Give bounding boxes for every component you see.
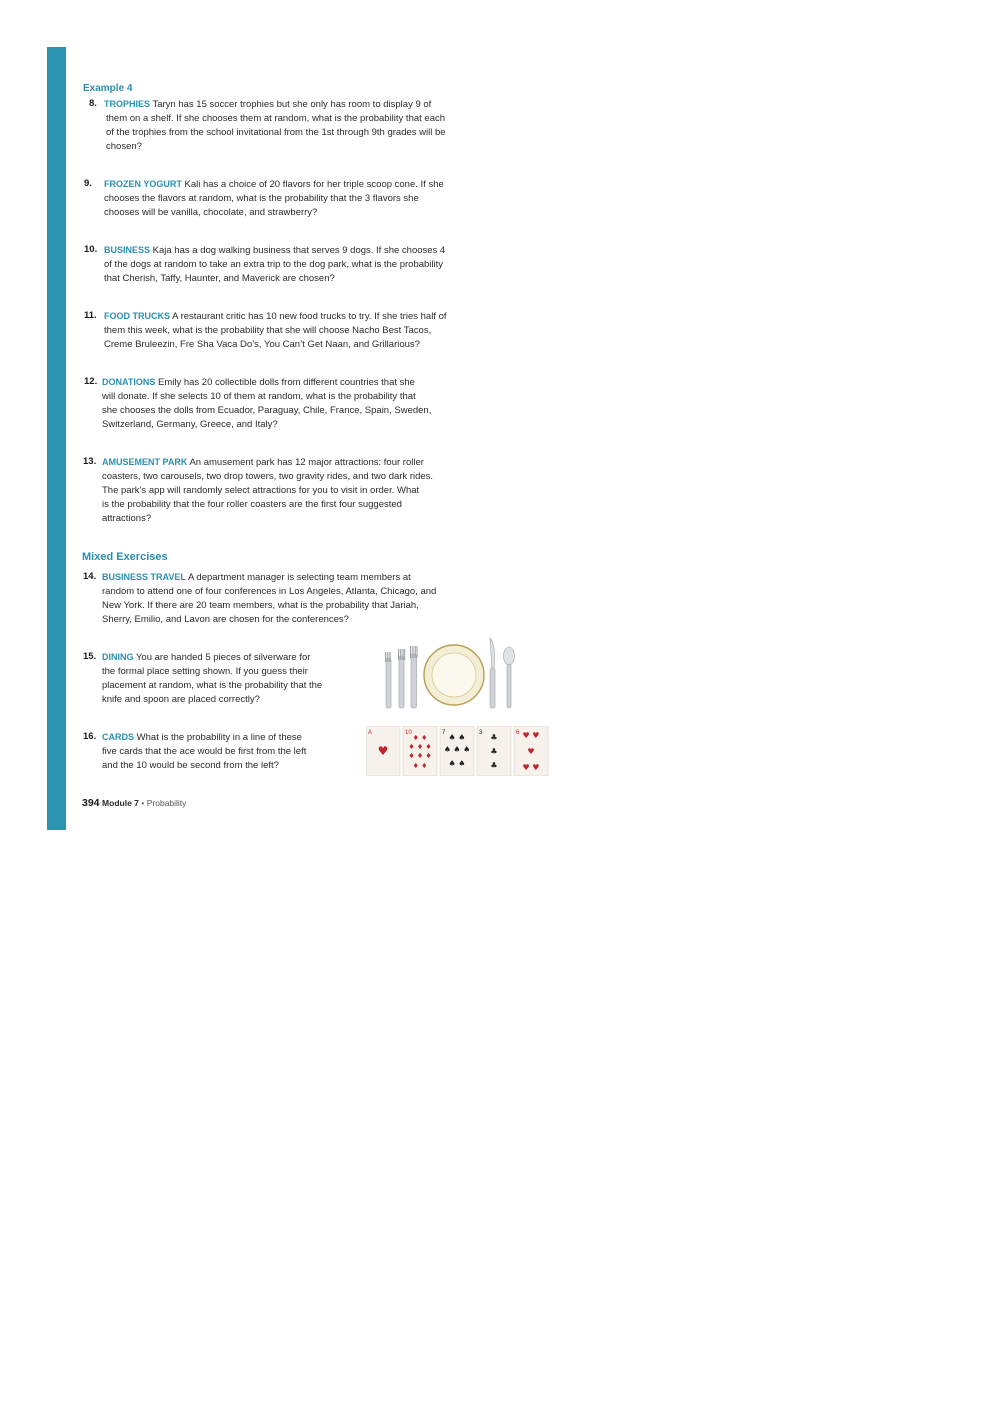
ace-of-hearts-card [366, 726, 400, 776]
fork-icon [385, 652, 391, 708]
exercise-keyword: DONATIONS [102, 377, 156, 387]
plate-icon [424, 645, 484, 705]
exercise-keyword: AMUSEMENT PARK [102, 457, 188, 467]
place-setting-image [378, 634, 518, 712]
svg-text:A: A [368, 730, 373, 736]
exercise-keyword: BUSINESS [104, 245, 151, 255]
exercise-text: AMUSEMENT PARK An amusement park has 12 major attractions: four roller coasters, two carousels, two drop towers, two gravity rides, and two dark rides. The park’s app will randomly select attractions for you to visit in order. What is the probability that the four roller coasters are the first four suggested attractions? [102, 457, 434, 524]
svg-text:♠ ♠: ♠ ♠ [448, 733, 466, 742]
svg-text:♥ ♥: ♥ ♥ [522, 763, 540, 772]
ten-of-diamonds-card [403, 726, 437, 776]
six-of-hearts-card [514, 726, 548, 776]
exercise-text: TROPHIES Taryn has 15 soccer trophies but she only has room to display 9 of them on a shelf. If she chooses them at random, what is the probability that each of the trophies from the school invitational from the 1st through 9th grades will be chosen? [104, 99, 446, 152]
svg-text:3: 3 [479, 730, 483, 736]
three-of-clubs-card [477, 726, 511, 776]
svg-text:♥ ♥: ♥ ♥ [522, 731, 540, 740]
exercise-text: FROZEN YOGURT Kali has a choice of 20 flavors for her triple scoop cone. If she chooses the flavors at random, what is the probability that the 3 flavors she chooses will be vanilla, chocolate, and strawberry? [104, 179, 444, 218]
playing-cards-image [366, 726, 550, 776]
svg-text:10: 10 [405, 730, 412, 736]
exercise-number: 9. [84, 178, 92, 189]
exercise-text: CARDS What is the probability in a line of these five cards that the ace would be first from the left and the 10 would be second from the left? [102, 732, 307, 771]
exercise-keyword: DINING [102, 652, 134, 662]
side-bar [47, 47, 66, 830]
exercise-text: BUSINESS Kaja has a dog walking business that serves 9 dogs. If she chooses 4 of the dogs at random to take an extra trip to the dog park, what is the probability that Cherish, Taffy, Haunter, and Maverick are chosen? [104, 245, 446, 284]
exercise-number: 14. [83, 571, 97, 582]
seven-of-spades-card [440, 726, 474, 776]
svg-text:♦ ♦ ♦: ♦ ♦ ♦ [408, 752, 432, 760]
svg-text:♣: ♣ [490, 747, 498, 756]
exercise-keyword: FROZEN YOGURT [104, 179, 182, 189]
fork-icon [410, 646, 418, 708]
fork-icon [398, 649, 405, 708]
module-label: Module 7 [102, 798, 139, 808]
svg-text:7: 7 [442, 730, 446, 736]
exercise-number: 11. [84, 310, 97, 321]
footer-separator: • [141, 799, 145, 808]
heart-icon: ♥ [377, 744, 389, 758]
exercise-text: DONATIONS Emily has 20 collectible dolls from different countries that she will donate. If she selects 10 of them at random, what is the probability that she chooses the dolls from Ecuador, Paraguay, Chile, France, Spain, Sweden, Switzerland, Germany, Greece, and Italy? [102, 377, 432, 430]
spoon-icon [504, 647, 515, 708]
page-footer [82, 797, 186, 809]
svg-text:♦ ♦: ♦ ♦ [412, 762, 428, 770]
subject-label: Probability [146, 798, 187, 808]
mixed-exercises-heading: Mixed Exercises [82, 551, 168, 563]
exercise-keyword: FOOD TRUCKS [104, 311, 170, 321]
exercise-number: 8. [89, 98, 97, 109]
svg-text:♥: ♥ [527, 747, 535, 756]
exercise-text: FOOD TRUCKS A restaurant critic has 10 new food trucks to try. If she tries half of them this week, what is the probability that she will choose Nacho Best Tacos, Creme Bruleezin, Fre Sha Vaca Do’s, You Can’t Get Naan, and Grillarious? [104, 311, 447, 350]
knife-icon [490, 638, 495, 708]
svg-text:♠ ♠: ♠ ♠ [448, 759, 466, 768]
exercise-keyword: CARDS [102, 732, 135, 742]
exercise-number: 12. [84, 376, 98, 387]
exercise-keyword: TROPHIES [104, 99, 151, 109]
exercise-number: 10. [84, 244, 98, 255]
svg-text:♦ ♦ ♦: ♦ ♦ ♦ [408, 743, 432, 751]
exercise-number: 16. [83, 731, 97, 742]
svg-text:6: 6 [516, 730, 520, 736]
svg-text:♣: ♣ [490, 733, 498, 742]
svg-text:♣: ♣ [490, 761, 498, 770]
exercise-text: BUSINESS TRAVEL A department manager is selecting team members at random to attend one of four conferences in Los Angeles, Atlanta, Chicago, and New York. If there are 20 team members, what is the probability that Jariah, Sherry, Emilio, and Lavon are chosen for the conferences? [102, 572, 437, 625]
exercise-number: 13. [83, 456, 97, 467]
exercise-keyword: BUSINESS TRAVEL [102, 572, 186, 582]
example-heading: Example 4 [83, 83, 133, 94]
exercise-number: 15. [83, 651, 97, 662]
svg-text:♦ ♦: ♦ ♦ [412, 734, 428, 742]
svg-text:♠ ♠ ♠: ♠ ♠ ♠ [443, 745, 471, 754]
page-number: 394 [82, 797, 100, 809]
exercise-text: DINING You are handed 5 pieces of silverware for the formal place setting shown. If you guess their placement at random, what is the probability that the knife and spoon are placed correctly? [102, 652, 323, 705]
